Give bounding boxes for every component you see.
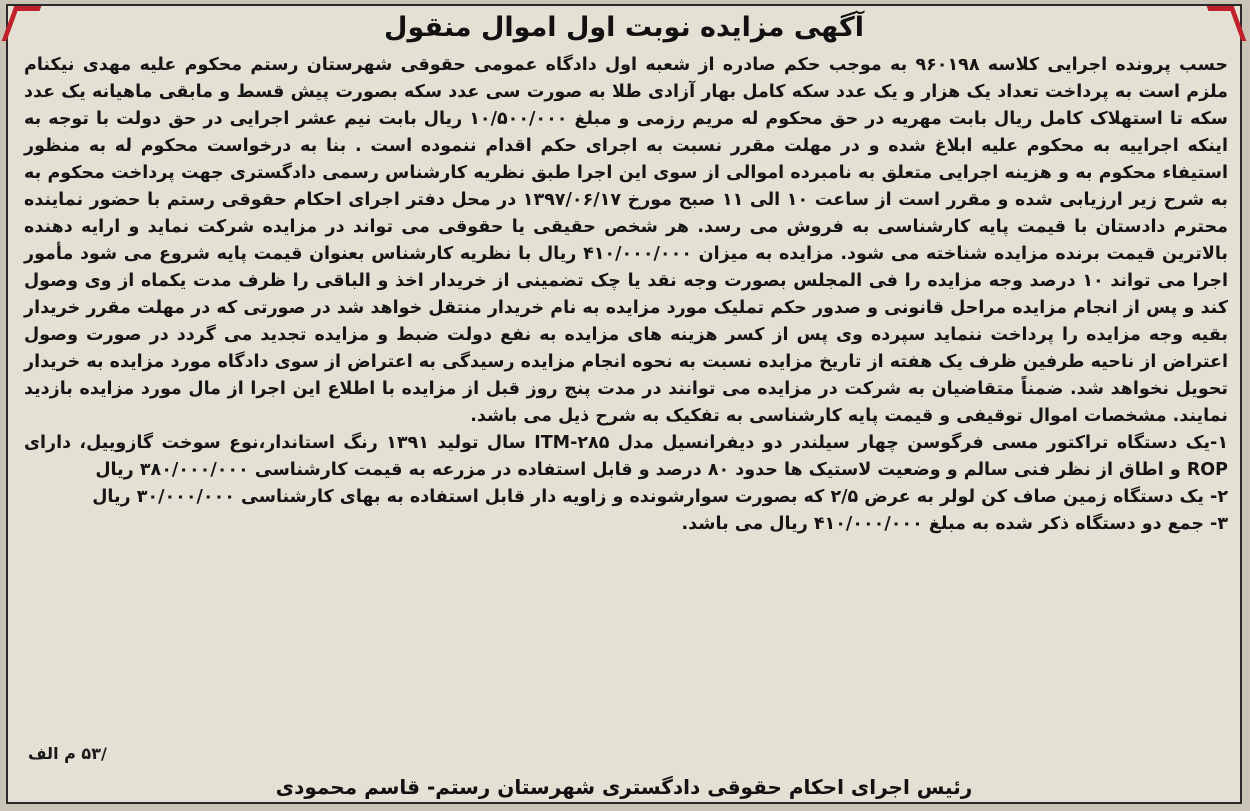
reference-code: /۵۳ م الف <box>28 744 107 763</box>
notice-item-2: ۲- یک دستگاه زمین صاف کن لولر به عرض ۲/۵ که بصورت سوارشونده و زاویه دار قابل استفاده به بهای کارشناسی ۳۰/۰۰۰/۰۰۰ ریال <box>92 487 1228 507</box>
notice-title: آگهی مزایده نوبت اول اموال منقول <box>384 12 864 43</box>
signature-line: رئیس اجرای احکام حقوقی دادگستری شهرستان رستم- قاسم محمودی <box>275 775 973 799</box>
notice-paragraph: حسب پرونده اجرایی کلاسه ۹۶۰۱۹۸ به موجب حکم صادره از شعبه اول دادگاه عمومی حقوقی شهرستان رستم محکوم علیه مهدی نیکنام ملزم است به پرداخت تعداد یک هزار و یک عدد سکه کامل بهار آزادی طلا به صورت سی عدد سکه بصورت پیش قسط و مابقی ماهیانه یک عدد سکه تا استهلاک کامل ریال بابت مهریه در حق محکوم له مریم رزمی و مبلغ ۱۰/۵۰۰/۰۰۰ ریال بابت نیم عشر اجرایی در حق دولت با توجه به اینکه اجراییه به محکوم علیه ابلاغ شده و در مهلت مقرر نسبت به اجرای حکم اقدام ننموده است . بنا به درخواست محکوم له به منظور استیفاء محکوم به و هزینه اجرایی متعلق به نامبرده اموالی از سوی این اجرا طبق نظریه کارشناس رسمی دادگستری جهت پرداخت محکوم به به شرح زیر ارزیابی شده و مقرر است از ساعت ۱۰ الی ۱۱ صبح مورخ ۱۳۹۷/۰۶/۱۷ در محل دفتر اجرای احکام حقوقی رستم با حضور نماینده محترم دادستان با قیمت پایه کارشناسی به فروش می رسد. هر شخص حقیقی یا حقوقی می تواند در مزایده شرکت نماید و ارایه دهنده بالاترین قیمت برنده مزایده شناخته می شود. مزایده به میزان ۴۱۰/۰۰۰/۰۰۰ ریال با نظریه کارشناس بعنوان قیمت پایه شروع می شود مأمور اجرا می تواند ۱۰ درصد وجه مزایده را فی المجلس بصورت وجه نقد یا چک تضمینی از خریدار اخذ و الباقی را ظرف مدت یکماه از وی وصول کند و پس از انجام مزایده مراحل قانونی و صدور حکم تملیک مورد مزایده به نام خریدار منتقل خواهد شد در صورتی که در مهلت مقرر خریدار بقیه وجه مزایده را پرداخت ننماید سپرده وی پس از کسر هزینه های مزایده به نفع دولت ضبط و مزایده تجدید می گردد در صورت وصول اعتراض از ناحیه طرفین ظرف یک هفته از تاریخ مزایده نسبت به نحوه انجام مزایده رسیدگی به اعتراض از سوی دادگاه مورد مزایده به خریدار تحویل نخواهد شد. ضمناً متقاضیان به شرکت در مزایده می توانند در مدت پنج روز قبل از مزایده با اطلاع این اجرا از مال مورد مزایده بازدید نمایند. مشخصات اموال توقیفی و قیمت پایه کارشناسی به تفکیک به شرح ذیل می باشد. <box>24 55 1229 426</box>
notice-body <box>24 52 1228 538</box>
newspaper-clipping <box>6 4 1242 804</box>
notice-item-1: ۱-یک دستگاه تراکتور مسی فرگوسن چهار سیلندر دو دیفرانسیل مدل ITM-۲۸۵ سال تولید ۱۳۹۱ رنگ استاندار،نوع سوخت گازوییل، دارای ROP و اطاق از نظر فنی سالم و وضعیت لاستیک ها حدود ۸۰ درصد و قابل استفاده در مزرعه به قیمت کارشناسی ۳۸۰/۰۰۰/۰۰۰ ریال <box>24 433 1229 480</box>
notice-item-3: ۳- جمع دو دستگاه ذکر شده به مبلغ ۴۱۰/۰۰۰/۰۰۰ ریال می باشد. <box>681 514 1228 534</box>
